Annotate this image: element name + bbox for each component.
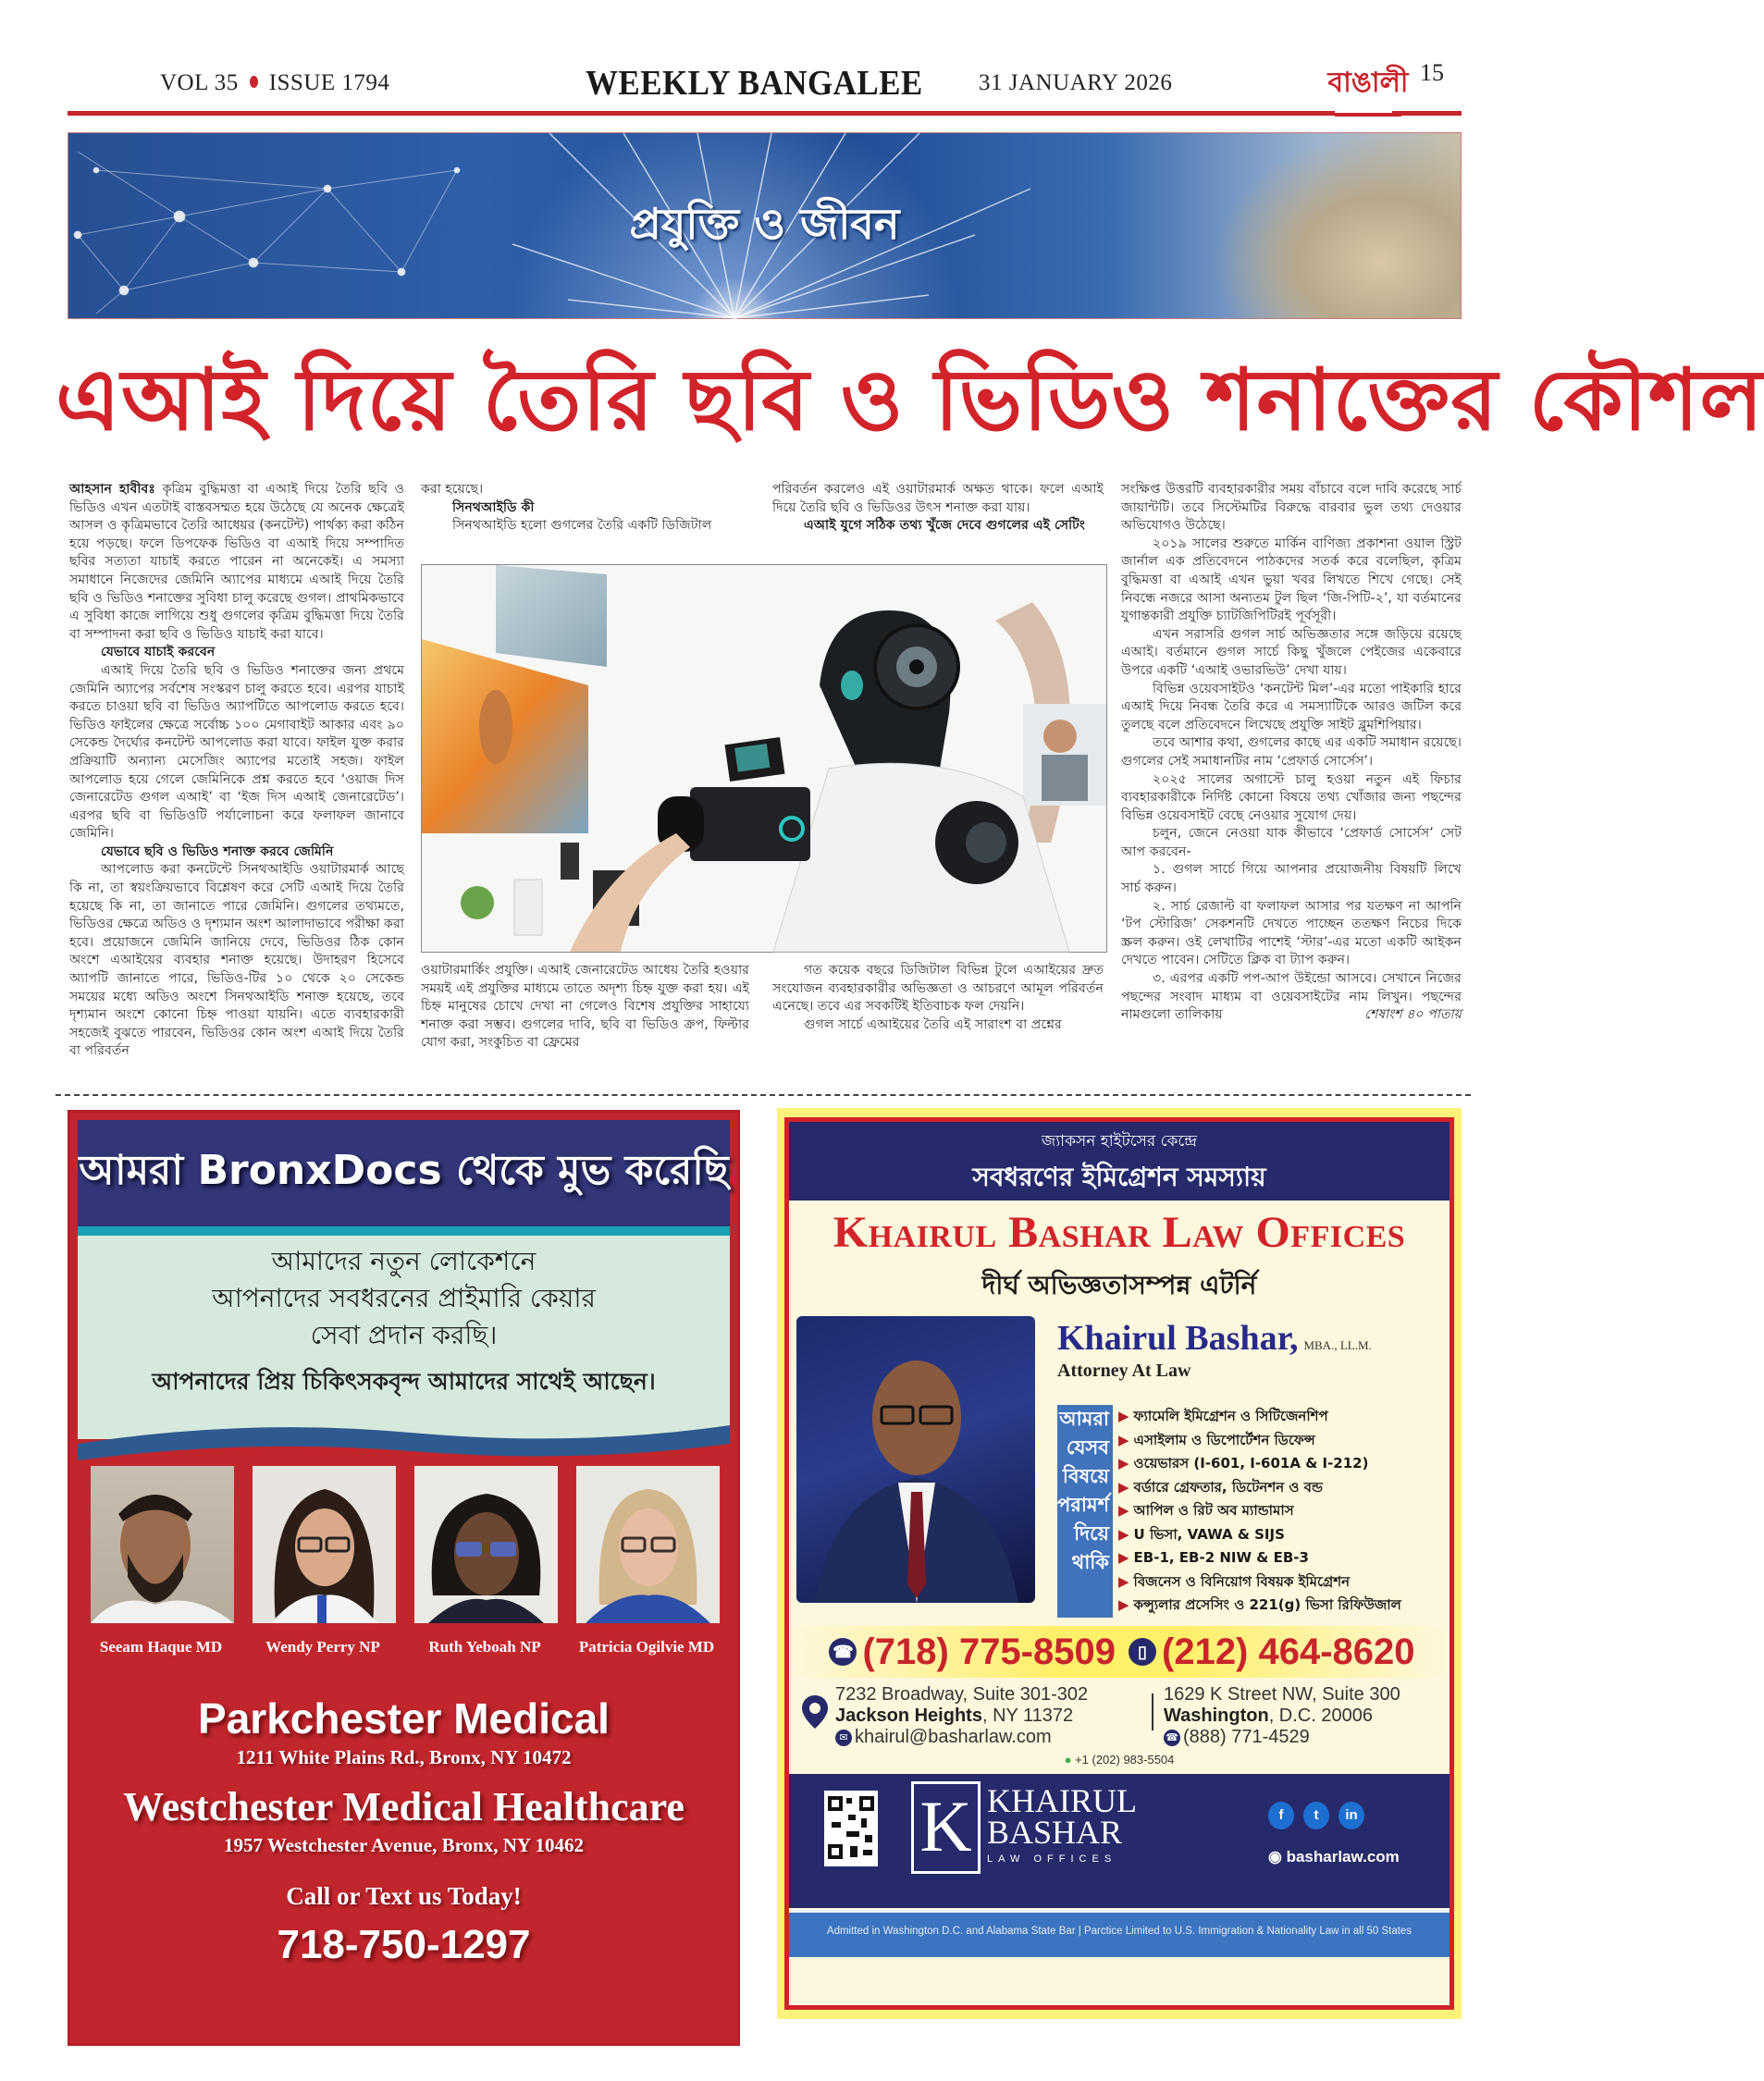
email-line (835, 1727, 1088, 1748)
services-label-word: আমরা (1059, 1408, 1109, 1430)
attorney-credentials: MBA., LL.M. (1303, 1338, 1372, 1352)
publication-title: WEEKLY BANGALEE (586, 64, 923, 103)
ad-message-line: আপনাদের সবধরনের প্রাইমারি কেয়ার (212, 1283, 596, 1313)
arrow-right-icon: ▶ (1118, 1431, 1129, 1448)
bar-admission-note: Admitted in Washington D.C. and Alabama State Bar | Parctice Limited to U.S. Immigration & Nationality Law in all 50 States (789, 1910, 1449, 1957)
twitter-icon[interactable]: t (1303, 1802, 1329, 1829)
paragraph: সংক্ষিপ্ত উত্তরটি ব্যবহারকারীর সময় বাঁচাবে বলে দাবি করেছে সার্চ জায়ান্টটি। তবে সিস্টেমটির বিরুদ্ধে বারবার ভুল তথ্য দেওয়ার অভিযোগও উঠেছে। (1121, 482, 1462, 534)
paragraph: এআই দিয়ে তৈরি ছবি ও ভিডিও শনাক্তের জন্য প্রথমে জেমিনি অ্যাপের সর্বশেষ সংস্করণ চালু করতে হবে। এরপর যাচাই করতে চাওয়া ছবি বা ভিডিও অ্যাপটিতে আপলোড করতে হবে। ভিডিও ফাইলের ক্ষেত্রে সর্বোচ্চ ১০০ মেগাবাইট আকার এবং ৯০ সেকেন্ড দৈর্ঘ্যের কনটেন্ট আপলোড করা যাবে। ফাইল যুক্ত করার প্রক্রিয়াটি অন্যান্য মেসেজিং অ্যাপের মতোই সহজ। ফাইল আপলোড হয়ে গেলে জেমিনিকে প্রশ্ন করতে হবে ‘ওয়াজ দিস জেনারেটেড গুগল এআই’ বা ‘ইজ দিস এআই জেনারেটেড’। এরপর ছবি বা ভিডিওটি পর্যালোচনা করে ফলাফল জানাবে জেমিনি। (69, 662, 404, 842)
article-column-3-top (772, 481, 1104, 536)
subheading: যেভাবে ছবি ও ভিডিও শনাক্ত করবে জেমিনি (101, 843, 334, 859)
ad-frame (784, 1117, 1454, 2010)
clinic-address: 1211 White Plains Rd., Bronx, NY 10472 (236, 1746, 572, 1768)
mobile-phone-icon: ▯ (1129, 1638, 1156, 1666)
ad-accent-bar (78, 1226, 730, 1236)
ad-header-line: জ্যাকসন হাইটসের কেন্দ্রে (1042, 1132, 1197, 1151)
service-item: ▶ EB-1, EB-2 NIW & EB-3 (1118, 1549, 1309, 1566)
attorney-photo (796, 1316, 1035, 1603)
arrow-right-icon: ▶ (1118, 1549, 1129, 1566)
paragraph: ওয়াটারমার্কিং প্রযুক্তি। এআই জেনারেটেড আধেয় তৈরি হওয়ার সময়ই এই প্রযুক্তির মাধ্যমে তাতে অদৃশ্য চিহ্ন যুক্ত করা হয়। এই চিহ্ন মানুষের চোখে দেখা না গেলেও বিশেষ প্রযুক্তির সাহায্যে শনাক্ত করা সম্ভব। গুগলের দাবি, ছবি বা ভিডিও ক্রপ, ফিল্টার যোগ করা, সংকুচিত বা ফ্রেমের (421, 963, 749, 1051)
staff-photo (576, 1466, 720, 1623)
services-label-word: দিয়ে (1074, 1522, 1109, 1545)
paragraph: পরিবর্তন করলেও এই ওয়াটারমার্ক অক্ষত থাকে। ফলে এআই দিয়ে তৈরি ছবি ও ভিডিওর উৎস শনাক্ত করা যায়। (772, 482, 1104, 515)
article-byline: আহসান হাবীবঃ (69, 482, 155, 497)
arrow-right-icon: ▶ (1118, 1478, 1129, 1496)
paragraph: তবে আশার কথা, গুগলের কাছে এর একটি সমাধান রয়েছে। গুগলের সেই সমাধানটির নাম ‘প্রেফার্ড সোর্সেস’। (1121, 735, 1462, 769)
address-separator (1152, 1693, 1153, 1730)
article-column-1 (69, 481, 404, 1061)
phone-icon: ☎ (829, 1638, 857, 1666)
firm-name: Khairul Bashar Law Offices (833, 1208, 1406, 1257)
service-item: ▶ কন্স্যুলার প্রসেসিং ও 221(g) ভিসা রিফিউজাল (1118, 1596, 1401, 1613)
list-step: ১. গুগল সার্চে গিয়ে আপনার প্রয়োজনীয় বিষয়টি লিখে সার্চ করুন। (1121, 862, 1462, 896)
office-address-ny (835, 1684, 1088, 1748)
service-item: ▶ U ভিসা, VAWA & SIJS (1118, 1525, 1285, 1543)
ad-header-line: সবধরণের ইমিগ্রেশন সমস্যায় (972, 1162, 1266, 1192)
address-line: 1629 K Street NW, Suite 300 (1164, 1684, 1400, 1705)
paragraph: গুগল সার্চে এআইয়ের তৈরি এই সারাংশ বা প্রশ্নের (804, 1016, 1062, 1032)
paragraph: এখন সরাসরি গুগল সার্চ অভিজ্ঞতার সঙ্গে জড়িয়ে রয়েছে এআই। বর্তমানে গুগল সার্চে কিছু খুঁজলে পেইজের একেবারে উপরে একটি ‘এআই ওভারভিউ’ দেখা যায়। (1121, 626, 1462, 678)
location-pin-icon (802, 1695, 828, 1729)
clinic-name: Westchester Medical Healthcare (123, 1784, 685, 1829)
phone-line (1164, 1727, 1400, 1748)
staff-photo (91, 1466, 234, 1623)
paragraph: সিনথআইডি হলো গুগলের তৈরি একটি ডিজিটাল (452, 518, 712, 534)
arrow-right-icon: ▶ (1118, 1408, 1129, 1424)
firm-subtitle: দীর্ঘ অভিজ্ঞতাসম্পন্ন এটর্নি (981, 1270, 1257, 1300)
arrow-right-icon: ▶ (1118, 1455, 1129, 1471)
ad-headline: আমরা BronxDocs থেকে মুভ করেছি (79, 1147, 729, 1194)
masthead-rule-right (1392, 111, 1462, 116)
wave-decoration-icon (78, 1418, 730, 1473)
phone-link[interactable]: (718) 775-8509 (862, 1631, 1116, 1672)
paragraph: চলুন, জেনে নেওয়া যাক কীভাবে ‘প্রেফার্ড সোর্সেস’ সেট আপ করবেন- (1121, 826, 1462, 859)
subheading: সিনথআইডি কী (452, 499, 535, 515)
arrow-right-icon: ▶ (1118, 1502, 1129, 1519)
subheading: যেভাবে যাচাই করবেন (101, 645, 216, 660)
firm-logo: K (911, 1781, 981, 1874)
robot-camera-illustration-icon (422, 565, 1106, 952)
publication-logo: বাঙালী (1335, 54, 1401, 117)
ad-header (789, 1122, 1449, 1201)
clinic-name: Parkchester Medical (198, 1694, 610, 1742)
article-column-3-bottom (772, 962, 1104, 1034)
firm-logo-text: KHAIRUL BASHAR (987, 1782, 1137, 1851)
service-item: ▶ ওয়েভারস (I-601, I-601A & I-212) (1118, 1455, 1369, 1471)
section-banner (68, 132, 1462, 319)
list-step-text: ৩. এরপর একটি পপ-আপ উইন্ডো আসবে। সেখানে নিজের পছন্দের সংবাদ মাধ্যম বা ওয়েবসাইটের নাম লিখুন। পছন্দের নামগুলো তালিকায় (1121, 971, 1462, 1023)
ad-message-line: সেবা প্রদান করছি। (310, 1320, 498, 1350)
services-label-box (1057, 1405, 1113, 1618)
qr-code-icon[interactable] (824, 1791, 878, 1866)
continued-on-link[interactable]: শেষাংশ ৪০ পাতায় (1364, 1007, 1462, 1023)
services-label-word: বিষয়ে (1062, 1465, 1109, 1487)
paragraph: গত কয়েক বছরে ডিজিটাল বিভিন্ন টুলে এআইয়ের দ্রুত সংযোজন ব্যবহারকারীর অভিজ্ঞতা ও আচরণে আমূল পরিবর্তন এনেছে। তবে এর সবকটিই ইতিবাচক ফল দেয়নি। (772, 963, 1104, 1015)
facebook-icon[interactable]: f (1268, 1802, 1294, 1829)
article-headline: এআই দিয়ে তৈরি ছবি ও ভিডিও শনাক্তের কৌশল (56, 351, 1764, 449)
whatsapp-number[interactable]: +1 (202) 983-5504 (1075, 1753, 1175, 1767)
globe-icon: ◉ (1268, 1848, 1282, 1866)
address-city-line: Washington, D.C. 20006 (1164, 1705, 1373, 1726)
office-address-dc (1164, 1684, 1400, 1748)
staff-photo (253, 1466, 396, 1623)
paragraph: করা হয়েছে। (421, 482, 484, 497)
article-column-4 (1121, 481, 1462, 1025)
address-city-line: Jackson Heights, NY 11372 (835, 1705, 1074, 1726)
ad-message-line: আমাদের নতুন লোকেশনে (271, 1246, 537, 1276)
subheading: এআই যুগে সঠিক তথ্য খুঁজে দেবে গুগলের এই সেটিং (804, 518, 1085, 534)
masthead (68, 59, 1462, 113)
arrow-right-icon: ▶ (1118, 1596, 1129, 1613)
list-step (1121, 970, 1462, 1025)
staff-name: Seeam Haque MD (99, 1638, 223, 1656)
phone-link[interactable]: (888) 771-4529 (1183, 1727, 1310, 1747)
paragraph: বিভিন্ন ওয়েবসাইটও ‘কনটেন্ট মিল’-এর মতো পাইকারি হারে এআই দিয়ে নিবন্ধ তৈরি করে এ সমস্যাটিকে আরও জটিল করে তুলছে বলে প্রতিবেদনে লিখেছে প্রযুক্তি সাইট ব্লুমশিপিয়ার। (1121, 681, 1462, 733)
ad-header (78, 1120, 730, 1226)
article-column-2-bottom (421, 962, 749, 1053)
email-icon: ✉ (835, 1730, 852, 1746)
staff-name: Wendy Perry NP (265, 1638, 380, 1656)
attorney-name (1057, 1318, 1372, 1359)
section-title: প্রযুক্তি ও জীবন (629, 199, 900, 249)
paragraph: আপলোড করা কনটেন্টে সিনথআইডি ওয়াটারমার্ক আছে কি না, তা স্বয়ংক্রিয়ভাবে বিশ্লেষণ করে সেটি এআই দিয়ে তৈরি হয়েছে কি না, তা জানাতে পারে জেমিনি। গুগলের তথ্যমতে, ভিডিওর ক্ষেত্রে অডিও ও দৃশ্যমান অংশ আলাদাভাবে পরীক্ষা করা হবে। প্রয়োজনে জেমিনি জানিয়ে দেবে, ভিডিওর ঠিক কোন অংশে এআইয়ের ব্যবহার শনাক্ত হয়েছে। উদাহরণ হিসেবে অ্যাপটি জানাতে পারে, ভিডিও-টির ১০ থেকে ২০ সেকেন্ড সময়ের মধ্যে অডিও অংশে সিনথআইডি শনাক্ত হয়েছে, তবে দৃশ্যমান অংশে কোনো চিহ্ন পাওয়া যায়নি। এতে ব্যবহারকারী সহজেই বুঝতে পারবেন, ভিডিওর কোন অংশ এআই দিয়ে তৈরি বা পরিবর্তন (69, 862, 404, 1059)
staff-name: Ruth Yeboah NP (428, 1638, 541, 1656)
phone-link[interactable]: (212) 464-8620 (1162, 1631, 1415, 1672)
email-link[interactable]: khairul@basharlaw.com (855, 1727, 1052, 1747)
advertisement-parkchester-medical[interactable] (68, 1110, 740, 2046)
page-number: 15 (1420, 59, 1444, 86)
staff-photo (414, 1466, 558, 1623)
phone-number-link[interactable]: 718-750-1297 (277, 1922, 531, 1967)
address-line: 7232 Broadway, Suite 301-302 (835, 1684, 1089, 1705)
dashed-divider (56, 1094, 1471, 1096)
whatsapp-line (789, 1753, 1449, 1767)
service-item: ▶ আপিল ও রিট অব ম্যান্ডামাস (1118, 1502, 1294, 1519)
arrow-right-icon: ▶ (1118, 1525, 1129, 1543)
whatsapp-icon: ● (1064, 1753, 1072, 1767)
article-column-2-top (421, 481, 749, 536)
website-link: ◉ basharlaw.com (1268, 1848, 1400, 1866)
issue-info (160, 70, 389, 96)
services-label-word: থাকি (1071, 1551, 1109, 1573)
publication-date: 31 JANUARY 2026 (979, 70, 1173, 95)
call-to-action: Call or Text us Today! (286, 1882, 522, 1910)
linkedin-icon[interactable]: in (1338, 1802, 1364, 1829)
ad-message-panel (78, 1236, 730, 1439)
bullet-dot-icon (250, 76, 258, 88)
article-image (421, 564, 1107, 953)
services-list (1118, 1405, 1461, 1618)
paragraph: ২০১৯ সালের শুরুতে মার্কিন বাণিজ্য প্রকাশনা ওয়াল স্ট্রিট জার্নাল এক প্রতিবেদনে পাঠকদের সতর্ক করে বলেছিল, কৃত্রিম বুদ্ধিমত্তা বা এআই এখন ভুয়া খবর লিখতে শিখে গেছে। সেই নিবন্ধে নজরে আসা অন্যতম টুল ছিল ‘জি-পিটি-২’, যা বর্তমানের যুগান্তকারী প্রযুক্তি চ্যাটজিপিটিরই পূর্বসূরী। (1121, 536, 1462, 624)
service-item: ▶ ফ্যামেলি ইমিগ্রেশন ও সিটিজেনশিপ (1118, 1408, 1328, 1424)
firm-logo-subtitle: LAW OFFICES (987, 1853, 1117, 1865)
services-label-word: পরামর্শ (1057, 1494, 1109, 1516)
phone-icon: ☎ (1164, 1730, 1180, 1746)
masthead-rule (68, 111, 1335, 116)
services-label-word: যেসব (1066, 1436, 1109, 1459)
advertisement-khairul-bashar-law[interactable] (777, 1108, 1462, 2019)
service-item: ▶ এসাইলাম ও ডিপোর্টেশন ডিফেন্স (1118, 1431, 1315, 1448)
attorney-name-text: Khairul Bashar, (1057, 1319, 1299, 1358)
article-intro: কৃত্রিম বুদ্ধিমত্তা বা এআই দিয়ে তৈরি ছবি ও ভিডিও এখন এতটাই বাস্তবসম্মত হয়ে উঠেছে যে অনেক ক্ষেত্রেই আসল ও কৃত্রিমভাবে তৈরি আধেয়র (কনটেন্ট) পার্থক্য করা কঠিন হয়ে পড়ছে। ফলে ডিপফেক ভিডিও বা এআই দিয়ে সম্পাদিত ছবির সত্যতা যাচাই করতে পারেন না অনেকেই। এ সমস্যা সমাধানে নিজেদের জেমিনি অ্যাপের মাধ্যমে এআই দিয়ে তৈরি ছবি ও ভিডিও শনাক্তের সুবিধা চালু করেছে গুগল। প্রাথমিকভাবে এ সুবিধা কাজে লাগিয়ে শুধু গুগলের কৃত্রিম বুদ্ধিমত্তা দিয়ে তৈরি বা সম্পাদনা করা ছবি ও ভিডিও যাচাই করা যাবে। (69, 482, 404, 642)
service-item: ▶ বর্ডারে গ্রেফতার, ডিটেনশন ও বন্ড (1118, 1478, 1323, 1496)
ad-footer-brand (789, 1774, 1449, 1908)
paragraph: ২০২৫ সালের অগাস্টে চালু হওয়া নতুন এই ফিচার ব্যবহারকারীকে নির্দিষ্ট কোনো বিষয়ে তথ্য খোঁজার জন্য পছন্দের বিভিন্ন ওয়েবসাইট বেছে নেওয়ার সুযোগ দেয়। (1121, 771, 1462, 823)
phone-numbers (789, 1626, 1449, 1678)
list-step: ২. সার্চ রেজাল্ট বা ফলাফল আসার পর যতক্ষণ না আপনি ‘টপ স্টোরিজ’ সেকশনটি দেখতে পাচ্ছেন ততক্ষণ নিচের দিকে স্ক্রল করুন। ওই লেখাটির পাশেই ‘স্টার’-এর মতো একটি আইকন দেখতে পাবেন। সেটিতে ক্লিক বা ট্যাপ করুন। (1121, 898, 1462, 968)
arrow-right-icon: ▶ (1118, 1572, 1129, 1590)
ad-tagline: আপনাদের প্রিয় চিকিৎসকবৃন্দ আমাদের সাথেই আছেন। (152, 1368, 656, 1395)
volume-label: VOL 35 (160, 70, 239, 95)
service-item: ▶ বিজনেস ও বিনিয়োগ বিষয়ক ইমিগ্রেশন (1118, 1572, 1351, 1590)
attorney-title: Attorney At Law (1057, 1361, 1191, 1381)
issue-label: ISSUE 1794 (268, 70, 390, 95)
staff-name: Patricia Ogilvie MD (578, 1638, 715, 1656)
clinic-address: 1957 Westchester Avenue, Bronx, NY 10462 (223, 1834, 585, 1856)
